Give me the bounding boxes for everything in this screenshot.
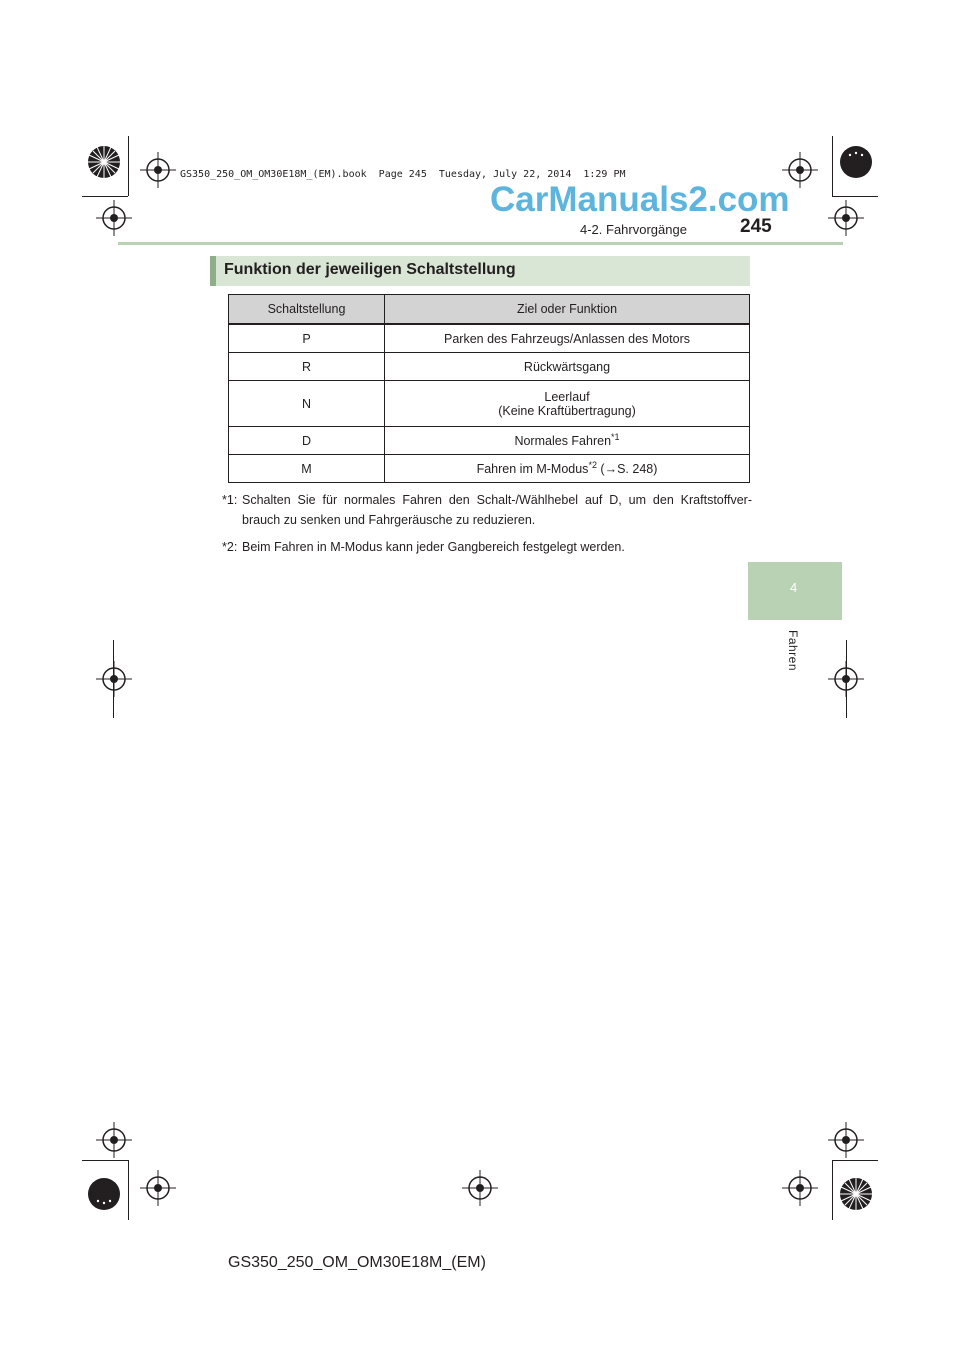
footnote-ref[interactable]: *1 [611, 432, 620, 443]
section-title: Funktion der jeweiligen Schaltstellung [224, 261, 516, 278]
crosshair-mark-icon [140, 1170, 176, 1206]
gear-position: R [229, 353, 385, 381]
crop-line [113, 640, 114, 718]
footnote-text: Schalten Sie für normales Fahren den Schalt-/Wählhebel auf D, um den Kraftstoffver- brauch zu senken und Fahrgeräusche zu reduzieren. [242, 493, 752, 527]
crop-line [832, 196, 878, 197]
page-number: 245 [740, 216, 772, 237]
page-reference-link[interactable]: (→S. 248) [596, 462, 658, 477]
crop-line [832, 136, 833, 196]
footnote-ref[interactable]: *2 [588, 460, 597, 471]
crosshair-mark-icon [828, 200, 864, 236]
gear-position: N [229, 381, 385, 427]
crosshair-mark-icon [462, 1170, 498, 1206]
gear-position: M [229, 455, 385, 483]
gear-function-line: (Keine Kraftübertragung) [498, 403, 636, 418]
gear-function-line: Leerlauf [544, 389, 590, 404]
table-row [229, 324, 750, 353]
footnote-marker: *1: [222, 493, 238, 507]
section-heading-bar [210, 256, 216, 286]
footnote-marker: *2: [222, 540, 238, 554]
table-header-position: Schaltstellung [229, 295, 385, 325]
gear-function-text: Normales Fahren [514, 434, 612, 449]
gear-function [385, 427, 750, 455]
chapter-tab-number: 4 [790, 580, 798, 595]
section-heading [210, 256, 750, 286]
crosshair-mark-icon [140, 152, 176, 188]
crop-line [82, 1160, 128, 1161]
crosshair-mark-icon [96, 661, 132, 697]
gear-function: Parken des Fahrzeugs/Anlassen des Motors [385, 324, 750, 353]
header-rule [118, 242, 843, 245]
registration-mark-icon [838, 144, 874, 180]
table-row [229, 353, 750, 381]
crosshair-mark-icon [828, 1122, 864, 1158]
chapter-tab-label: Fahren [786, 630, 800, 672]
table-header-row [229, 295, 750, 325]
gear-function: Rückwärtsgang [385, 353, 750, 381]
gear-function [385, 455, 750, 483]
crop-line [832, 1160, 833, 1220]
crop-line [82, 196, 128, 197]
file-info: GS350_250_OM_OM30E18M_(EM).book Page 245 Tuesday, July 22, 2014 1:29 PM [180, 169, 626, 180]
crop-line [128, 136, 129, 196]
crosshair-mark-icon [96, 1122, 132, 1158]
gear-function-table [228, 294, 750, 483]
crosshair-mark-icon [96, 200, 132, 236]
crop-line [128, 1160, 129, 1220]
crosshair-mark-icon [782, 1170, 818, 1206]
gear-position: D [229, 427, 385, 455]
footnote [222, 490, 752, 530]
footnote-text: Beim Fahren in M-Modus kann jeder Gangbereich festgelegt werden. [242, 540, 625, 554]
registration-mark-icon [86, 144, 122, 180]
table-row [229, 455, 750, 483]
table-row [229, 381, 750, 427]
gear-position: P [229, 324, 385, 353]
footnote [222, 537, 752, 557]
table-row [229, 427, 750, 455]
crop-line [846, 640, 847, 718]
chapter-title: 4-2. Fahrvorgänge [580, 222, 687, 237]
gear-function-text: Fahren im M-Modus [476, 462, 589, 477]
registration-mark-icon [838, 1176, 874, 1212]
watermark[interactable]: CarManuals2.com [490, 180, 790, 219]
document-code: GS350_250_OM_OM30E18M_(EM) [228, 1254, 486, 1271]
table-header-function: Ziel oder Funktion [385, 295, 750, 325]
crop-line [832, 1160, 878, 1161]
gear-function [385, 381, 750, 427]
registration-mark-icon [86, 1176, 122, 1212]
